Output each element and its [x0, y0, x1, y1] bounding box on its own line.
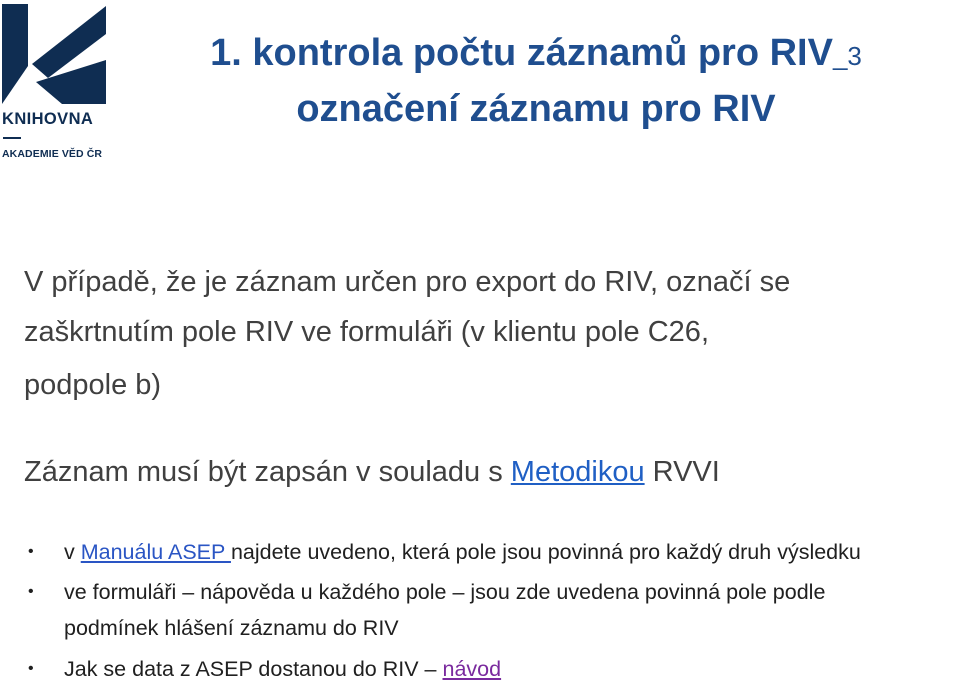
bullet-1-text-before: v: [64, 540, 81, 564]
bullet-icon: •: [28, 583, 34, 600]
paragraph-1-line-3: podpole b): [24, 369, 162, 401]
navod-link[interactable]: návod: [442, 657, 502, 681]
logo-divider: [3, 137, 21, 139]
title-main: 1. kontrola počtu záznamů pro RIV: [210, 32, 833, 74]
paragraph-1-line-1: V případě, že je záznam určen pro export do RIV, označí se: [24, 266, 791, 298]
bullet-2-text-line-2: podmínek hlášení záznamu do RIV: [64, 616, 399, 640]
k-logo-mark: [2, 4, 112, 108]
paragraph-2: [24, 447, 720, 497]
metodika-link[interactable]: Metodikou: [510, 456, 645, 488]
title-suffix: _3: [832, 41, 862, 71]
bullet-3-text: [64, 652, 501, 686]
bullet-1-text: [64, 535, 861, 569]
paragraph-1-line-2: zaškrtnutím pole RIV ve formuláři (v klientu pole C26,: [24, 316, 709, 348]
paragraph-2-text-before: Záznam musí být zapsán v souladu s: [24, 456, 511, 488]
bullet-2-text-line-1: ve formuláři – nápověda u každého pole – jsou zde uvedena povinná pole podle: [64, 580, 826, 604]
bullet-icon: •: [28, 543, 34, 560]
slide-title-line1: [120, 26, 952, 83]
logo-name: KNIHOVNA: [2, 110, 94, 128]
manual-asep-link[interactable]: Manuálu ASEP: [80, 540, 231, 564]
logo-subtitle: AKADEMIE VĚD ČR: [2, 148, 103, 160]
slide-title-line2: označení záznamu pro RIV: [296, 88, 776, 130]
bullet-3-text-before: Jak se data z ASEP dostanou do RIV –: [64, 657, 443, 681]
bullet-1-text-after: najdete uvedeno, která pole jsou povinná pro každý druh výsledku: [230, 540, 861, 564]
bullet-icon: •: [28, 660, 34, 677]
paragraph-2-text-after: RVVI: [644, 456, 720, 488]
